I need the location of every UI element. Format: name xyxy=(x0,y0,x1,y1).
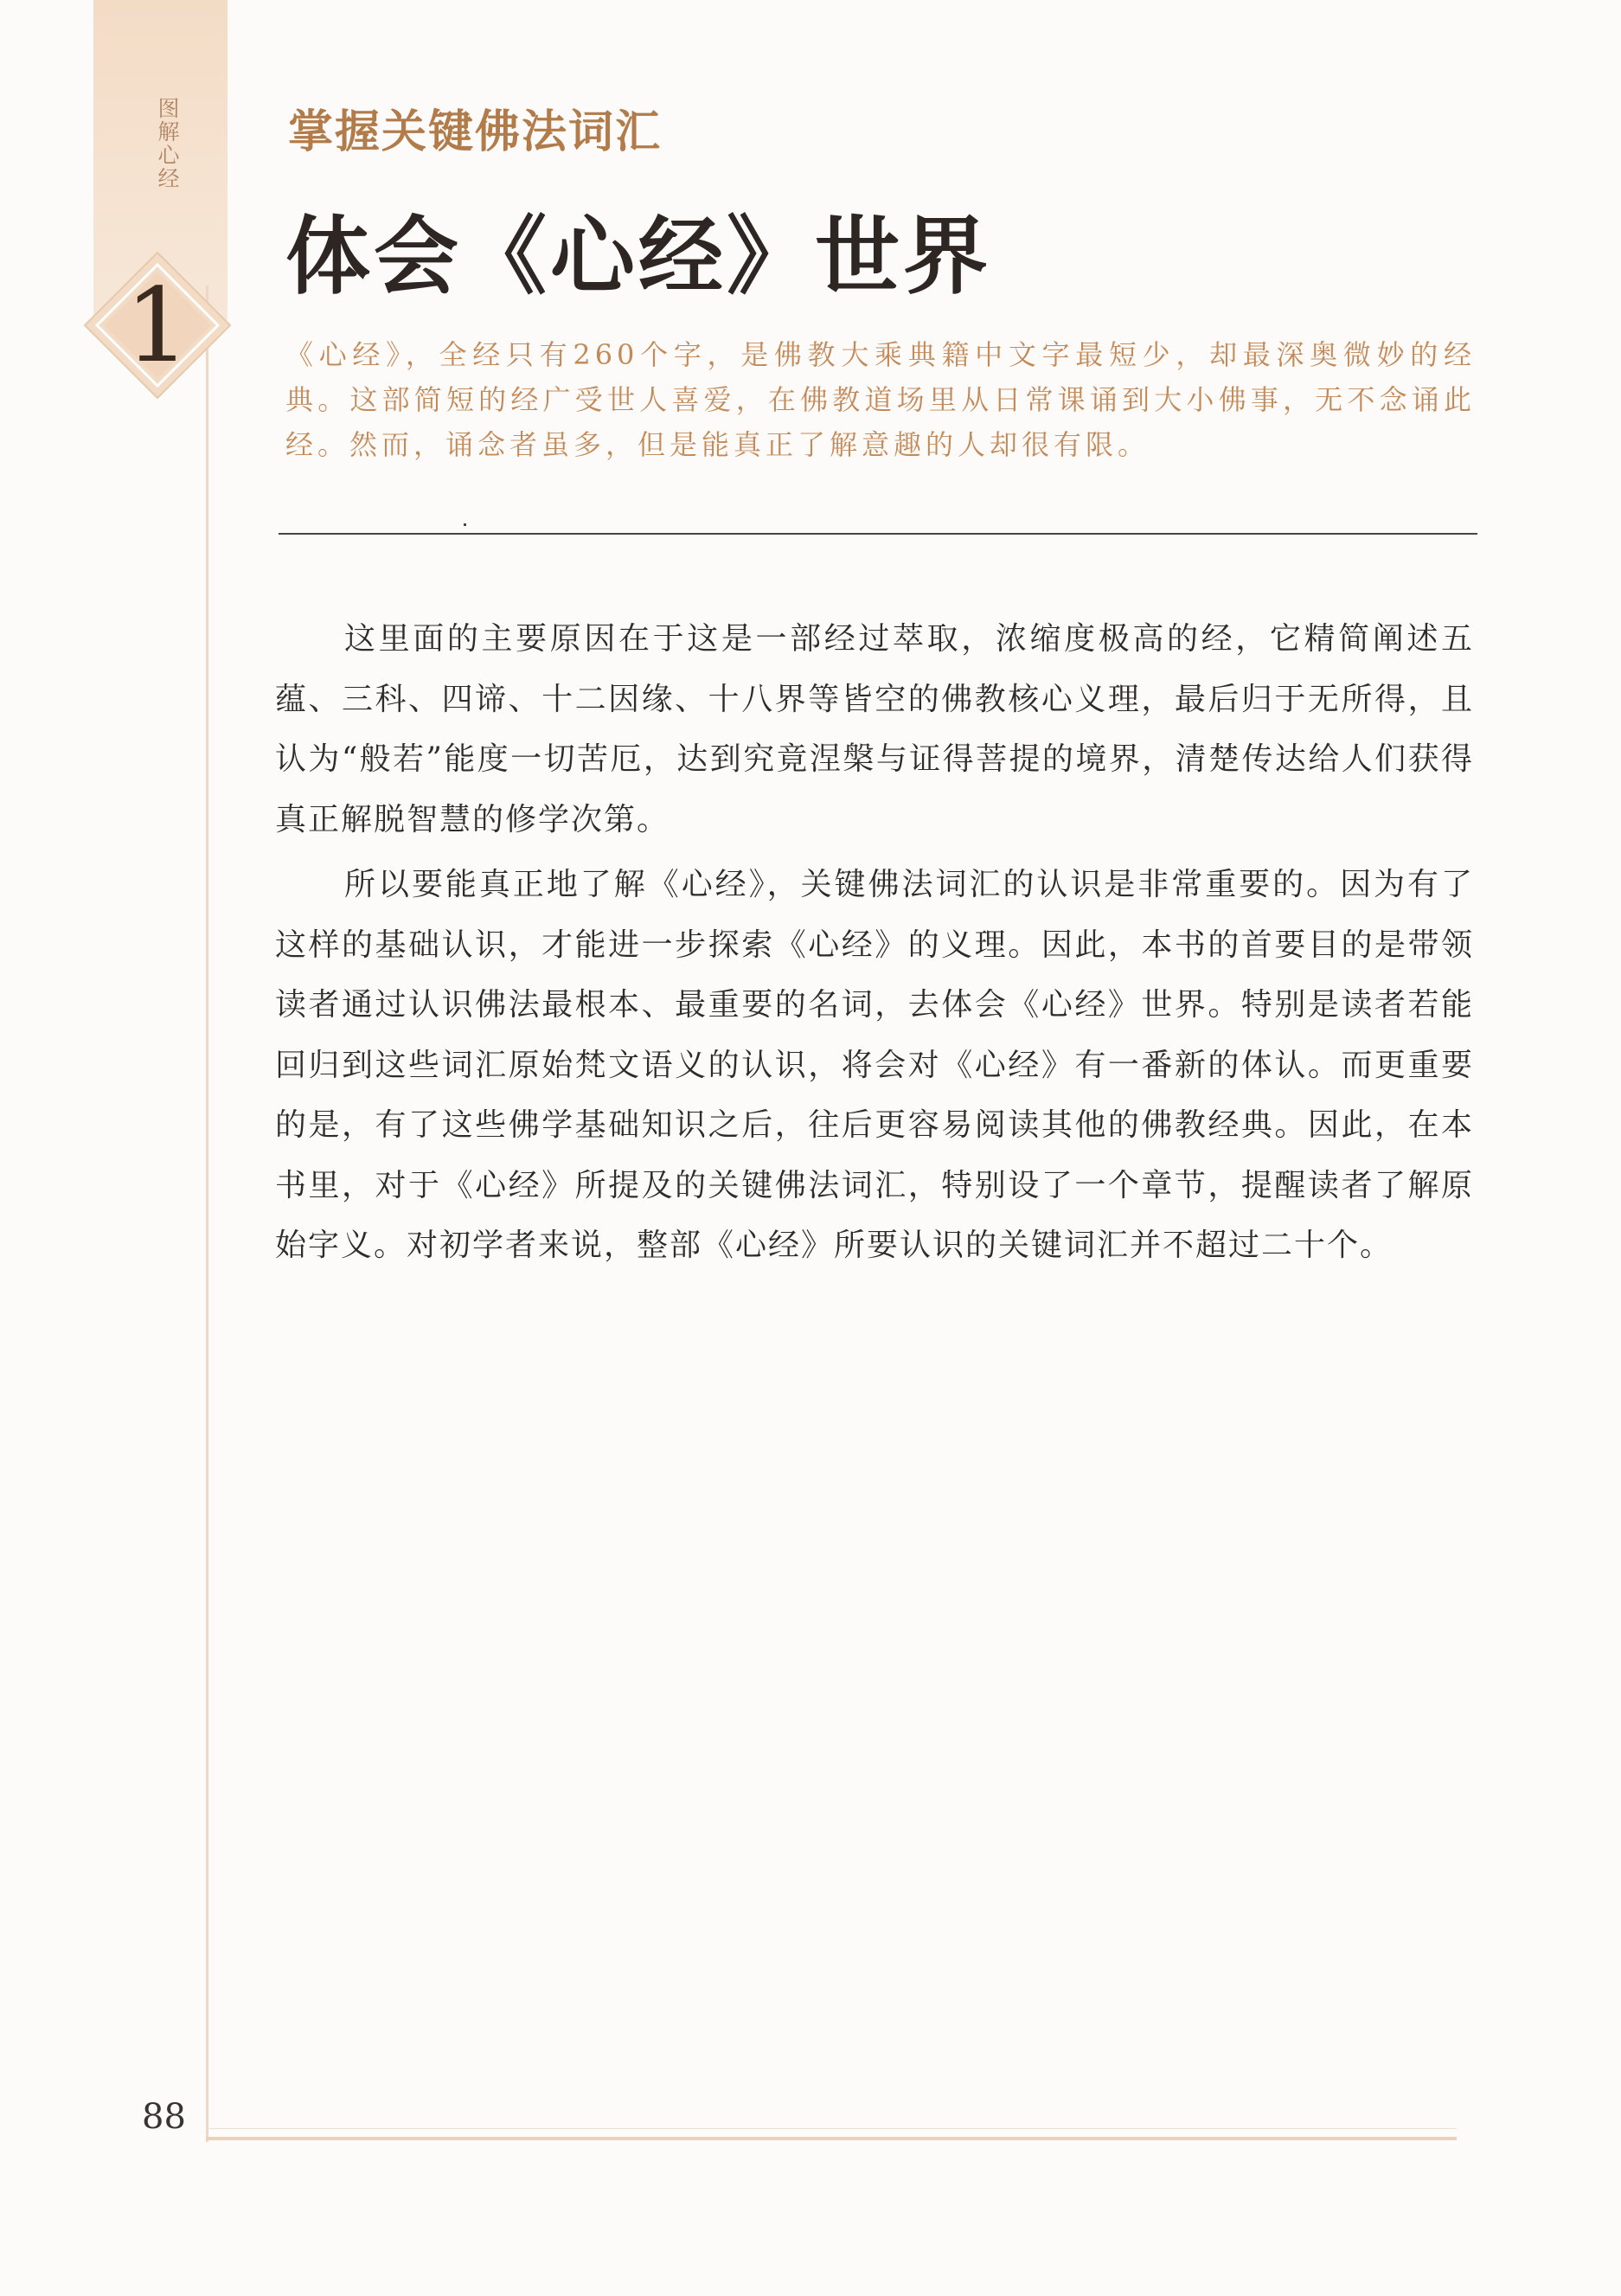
page-title: 体会《心经》世界 xyxy=(285,207,992,306)
divider-mark xyxy=(464,523,466,526)
footer-rule-thin xyxy=(206,2128,1457,2129)
body-text xyxy=(275,609,1474,1281)
side-rule xyxy=(206,285,208,2142)
body-paragraph: 这里面的主要原因在于这是一部经过萃取，浓缩度极高的经，它精简阐述五蕴、三科、四谛、十二因缘、十八界等皆空的佛教核心义理，最后归于无所得，且认为“般若”能度一切苦厄，达到究竟涅槃与证得菩提的境界，清楚传达给人们获得真正解脱智慧的修学次第。 xyxy=(275,621,1474,837)
book-series-label: 图解心经 xyxy=(155,97,180,190)
body-paragraph: 所以要能真正地了解《心经》，关键佛法词汇的认识是非常重要的。因为有了这样的基础认识，才能进一步探索《心经》的义理。因此，本书的首要目的是带领读者通过认识佛法最根本、最重要的名词，去体会《心经》世界。特别是读者若能回归到这些词汇原始梵文语义的认识，将会对《心经》有一番新的体认。而更重要的是，有了这些佛学基础知识之后，往后更容易阅读其他的佛教经典。因此，在本书里，对于《心经》所提及的关键佛法词汇，特别设了一个章节，提醒读者了解原始字义。对初学者来说，整部《心经》所要认识的关键词汇并不超过二十个。 xyxy=(275,867,1474,1263)
chapter-number: 1 xyxy=(125,266,190,385)
divider-line xyxy=(279,533,1477,535)
footer-rule xyxy=(206,2137,1457,2140)
page-number: 88 xyxy=(142,2097,186,2137)
chapter-badge xyxy=(81,249,234,401)
intro-paragraph: 《心经》，全经只有260个字，是佛教大乘典籍中文字最短少，却最深奥微妙的经典。这部简短的经广受世人喜爱，在佛教道场里从日常课诵到大小佛事，无不念诵此经。然而，诵念者虽多，但是能真正了解意趣的人却很有限。 xyxy=(285,338,1476,461)
section-eyebrow: 掌握关键佛法词汇 xyxy=(288,106,663,158)
